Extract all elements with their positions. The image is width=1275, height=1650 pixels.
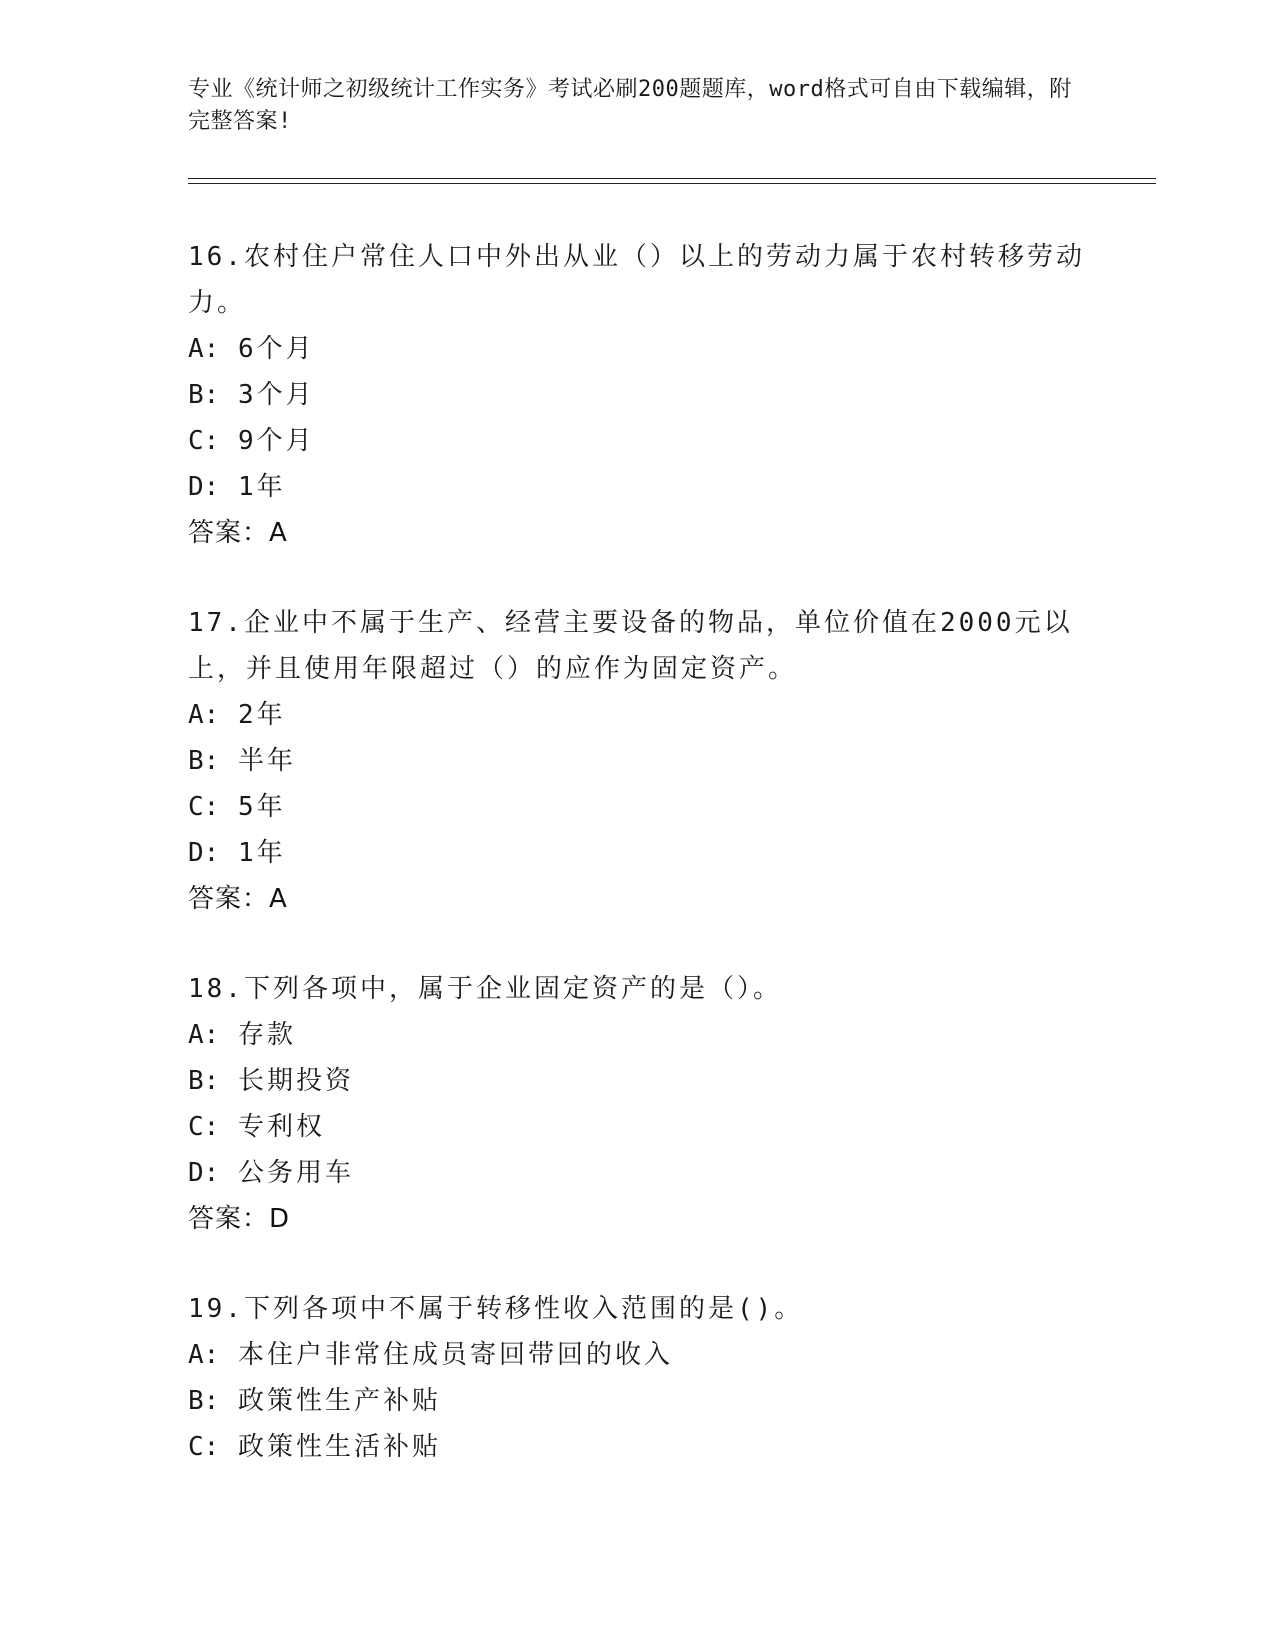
document-header: 专业《统计师之初级统计工作实务》考试必刷200题题库，word格式可自由下载编辑，附完整答案! xyxy=(188,77,1072,134)
option-text: 政策性生产补贴 xyxy=(237,1386,441,1416)
option-text: 公务用车 xyxy=(237,1158,354,1188)
option-letter: C: xyxy=(188,792,220,822)
question-16 xyxy=(188,234,1088,556)
option-b xyxy=(188,1378,1088,1424)
option-letter: B: xyxy=(188,746,220,776)
option-letter: B: xyxy=(188,1066,220,1096)
answer-line: 答案：A xyxy=(188,884,288,914)
option-letter: B: xyxy=(188,1386,220,1416)
option-text: 专利权 xyxy=(237,1112,325,1142)
option-text: 6个月 xyxy=(237,334,315,364)
option-letter: C: xyxy=(188,426,220,456)
option-a xyxy=(188,1332,1088,1378)
option-b xyxy=(188,738,1088,784)
option-text: 5年 xyxy=(237,792,286,822)
option-letter: A: xyxy=(188,700,220,730)
option-letter: A: xyxy=(188,1340,220,1370)
option-letter: A: xyxy=(188,1020,220,1050)
option-text: 9个月 xyxy=(237,426,315,456)
option-b xyxy=(188,1058,1088,1104)
question-stem: 19.下列各项中不属于转移性收入范围的是()。 xyxy=(188,1294,804,1324)
option-text: 本住户非常住成员寄回带回的收入 xyxy=(237,1340,673,1370)
option-c xyxy=(188,1424,1088,1470)
option-d xyxy=(188,1150,1088,1196)
option-c xyxy=(188,418,1088,464)
option-d xyxy=(188,464,1088,510)
option-text: 半年 xyxy=(237,746,296,776)
option-text: 2年 xyxy=(237,700,286,730)
question-stem: 18.下列各项中，属于企业固定资产的是（）。 xyxy=(188,974,782,1004)
option-letter: D: xyxy=(188,1158,220,1188)
question-19 xyxy=(188,1286,1088,1470)
option-c xyxy=(188,784,1088,830)
question-17 xyxy=(188,600,1088,922)
option-letter: D: xyxy=(188,838,220,868)
option-letter: A: xyxy=(188,334,220,364)
option-a xyxy=(188,326,1088,372)
option-d xyxy=(188,830,1088,876)
option-text: 3个月 xyxy=(237,380,315,410)
question-stem: 16.农村住户常住人口中外出从业（）以上的劳动力属于农村转移劳动力。 xyxy=(188,242,1085,318)
header-divider-bottom xyxy=(188,183,1156,184)
option-text: 存款 xyxy=(237,1020,296,1050)
option-text: 政策性生活补贴 xyxy=(237,1432,441,1462)
header-divider-top xyxy=(188,178,1156,179)
question-18 xyxy=(188,966,1088,1242)
option-b xyxy=(188,372,1088,418)
question-stem: 17.企业中不属于生产、经营主要设备的物品，单位价值在2000元以上，并且使用年限超过（）的应作为固定资产。 xyxy=(188,608,1073,684)
option-letter: C: xyxy=(188,1432,220,1462)
option-letter: B: xyxy=(188,380,220,410)
option-a xyxy=(188,692,1088,738)
option-text: 1年 xyxy=(237,838,286,868)
answer-line: 答案：A xyxy=(188,518,288,548)
option-text: 长期投资 xyxy=(237,1066,354,1096)
option-letter: D: xyxy=(188,472,220,502)
option-letter: C: xyxy=(188,1112,220,1142)
answer-line: 答案：D xyxy=(188,1204,291,1234)
option-a xyxy=(188,1012,1088,1058)
option-text: 1年 xyxy=(237,472,286,502)
option-c xyxy=(188,1104,1088,1150)
